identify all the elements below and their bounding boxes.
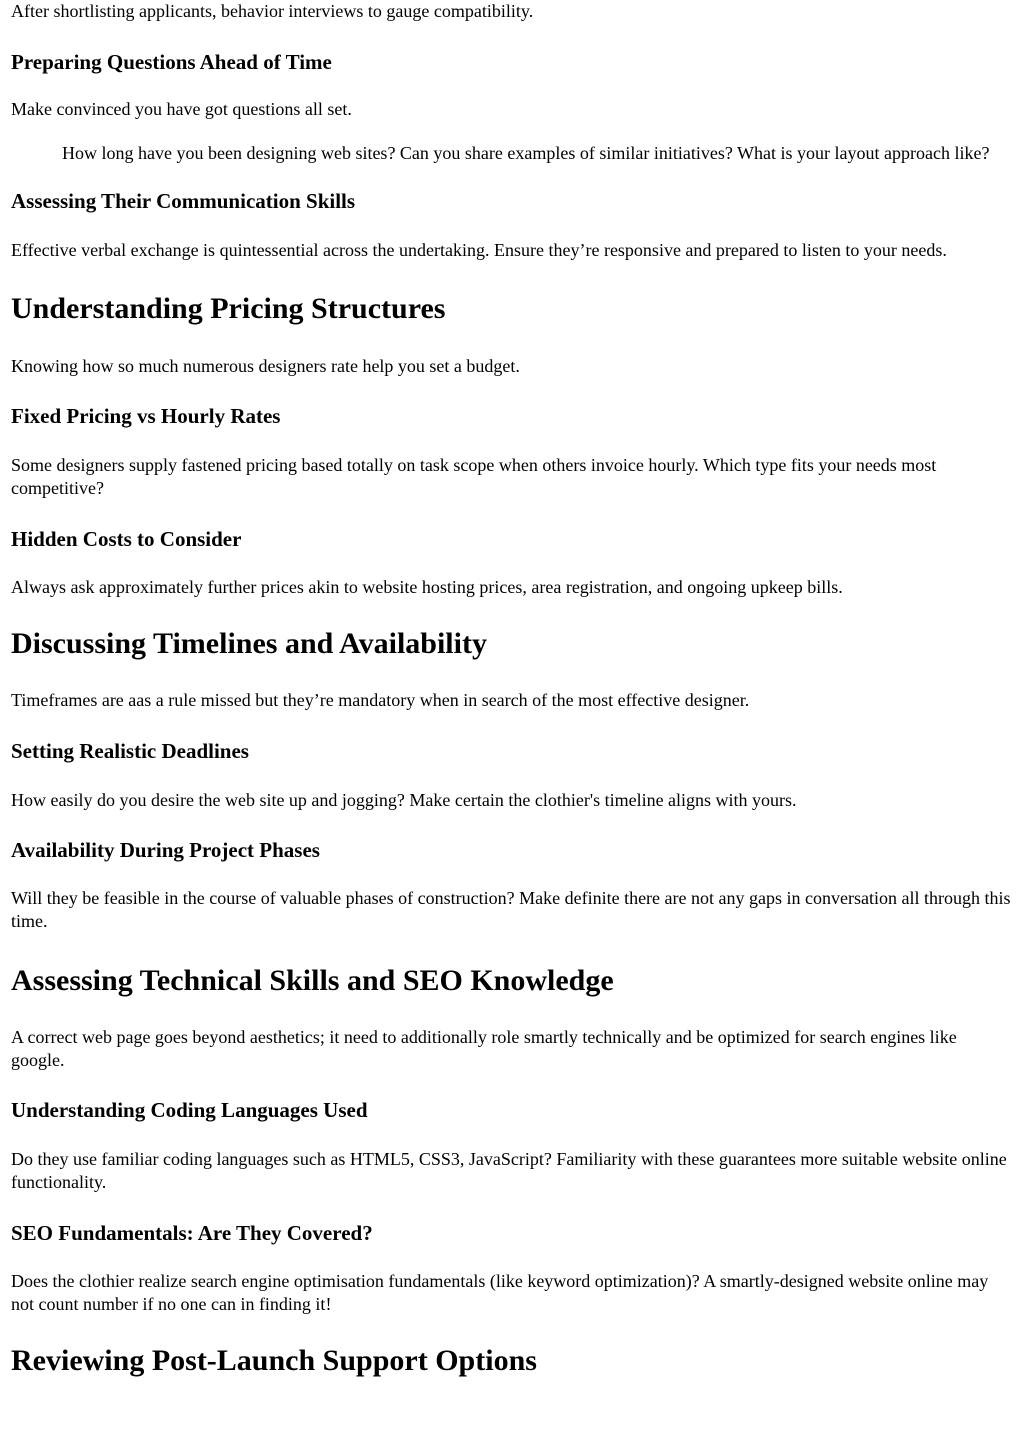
subsection-heading: Assessing Their Communication Skills (11, 189, 356, 213)
paragraph: How easily do you desire the web site up and jogging? Make certain the clothier's timeline aligns with yours. (11, 790, 797, 810)
section-heading: Discussing Timelines and Availability (11, 627, 487, 660)
quoted-questions: How long have you been designing web sites? Can you share examples of similar initiatives? What is your layout approach like? (62, 143, 990, 163)
section-heading: Understanding Pricing Structures (11, 292, 446, 325)
paragraph: Knowing how so much numerous designers rate help you set a budget. (11, 356, 520, 376)
subsection-heading: Preparing Questions Ahead of Time (11, 50, 332, 74)
paragraph: Timeframes are aas a rule missed but they’re mandatory when in search of the most effective designer. (11, 690, 750, 710)
subsection-heading: Understanding Coding Languages Used (11, 1098, 368, 1122)
paragraph: Do they use familiar coding languages such as HTML5, CSS3, JavaScript? Familiarity with these guarantees more suitable website online functionality. (11, 1149, 1007, 1192)
paragraph: After shortlisting applicants, behavior interviews to gauge compatibility. (11, 1, 534, 21)
section-heading: Reviewing Post-Launch Support Options (11, 1344, 537, 1377)
paragraph: Always ask approximately further prices akin to website hosting prices, area registration, and ongoing upkeep bills. (11, 577, 843, 597)
subsection-heading: SEO Fundamentals: Are They Covered? (11, 1221, 373, 1245)
paragraph: Some designers supply fastened pricing based totally on task scope when others invoice hourly. Which type fits your needs most competitive? (11, 455, 937, 498)
paragraph: Will they be feasible in the course of valuable phases of construction? Make definite there are not any gaps in conversation all through this time. (11, 888, 1011, 931)
paragraph: Make convinced you have got questions all set. (11, 99, 352, 119)
section-heading: Assessing Technical Skills and SEO Knowledge (11, 964, 614, 997)
paragraph: Does the clothier realize search engine optimisation fundamentals (like keyword optimization)? A smartly-designed website online may not count number if no one can in finding it! (11, 1271, 989, 1314)
subsection-heading: Hidden Costs to Consider (11, 527, 242, 551)
paragraph: Effective verbal exchange is quintessential across the undertaking. Ensure they’re responsive and prepared to listen to your needs. (11, 240, 947, 260)
subsection-heading: Fixed Pricing vs Hourly Rates (11, 404, 281, 428)
subsection-heading: Availability During Project Phases (11, 838, 320, 862)
paragraph: A correct web page goes beyond aesthetics; it need to additionally role smartly technically and be optimized for search engines like google. (11, 1027, 957, 1070)
subsection-heading: Setting Realistic Deadlines (11, 739, 249, 763)
